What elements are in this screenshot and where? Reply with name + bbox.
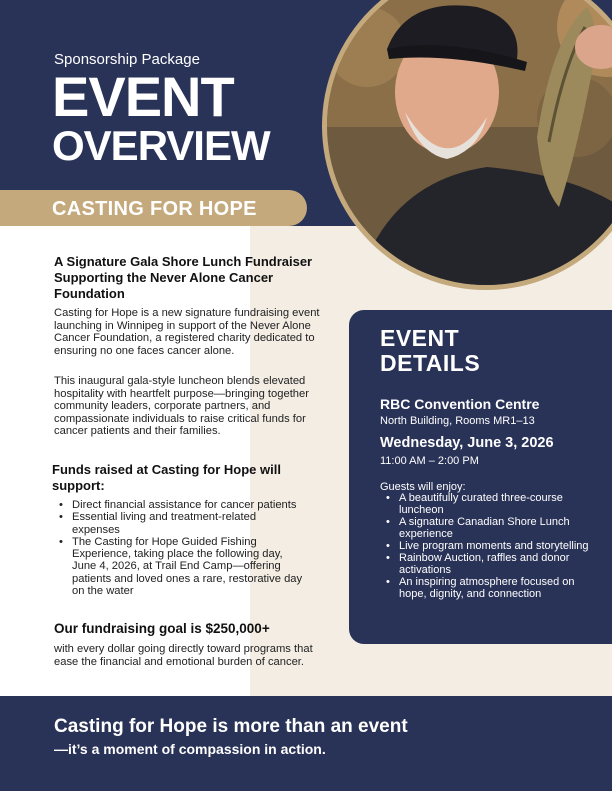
details-title-line-1: EVENT <box>380 325 460 351</box>
details-title <box>380 326 480 376</box>
page-title <box>52 65 270 170</box>
event-date: Wednesday, June 3, 2026 <box>380 435 554 451</box>
subtitle: Sponsorship Package <box>54 51 200 68</box>
footer-subline: —it’s a moment of compassion in action. <box>54 741 326 757</box>
goal-heading: Our fundraising goal is $250,000+ <box>54 621 270 636</box>
funds-list-item: • Essential living and treatment-related expenses <box>55 511 305 536</box>
venue-rooms: North Building, Rooms MR1–13 <box>380 415 535 427</box>
intro-paragraph-1: Casting for Hope is a new signature fundraising event launching in Winnipeg in support of the Never Alone Cancer Foundation, a registered charity dedicated to ensuring no one faces cancer alone. <box>54 307 320 357</box>
enjoy-intro: Guests will enjoy: <box>380 481 466 493</box>
enjoy-list <box>383 492 593 600</box>
enjoy-list-item: • Live program moments and storytelling <box>383 540 593 552</box>
title-line-2: OVERVIEW <box>52 122 270 170</box>
funds-heading: Funds raised at Casting for Hope will support: <box>52 462 281 493</box>
details-title-line-2: DETAILS <box>380 350 481 376</box>
footer-tagline: Casting for Hope is more than an event <box>54 716 408 737</box>
event-time: 11:00 AM – 2:00 PM <box>380 455 479 467</box>
intro-paragraph-2: This inaugural gala-style luncheon blends elevated hospitality with heartfelt purpose—bringing together community leaders, corporate partners, and compassionate individuals to raise critical funds for cancer patients and their families. <box>54 375 309 437</box>
enjoy-list-item: • A beautifully curated three-course luncheon <box>383 492 593 516</box>
event-name: CASTING FOR HOPE <box>52 198 257 220</box>
funds-list-item: • The Casting for Hope Guided Fishing Experience, taking place the following day, June 4, 2026, at Trail End Camp—offering patients and loved ones a rare, restorative day on the water <box>55 536 305 597</box>
enjoy-list-item: • Rainbow Auction, raffles and donor activations <box>383 552 593 576</box>
enjoy-list-item: • A signature Canadian Shore Lunch experience <box>383 516 593 540</box>
funds-list <box>55 499 305 597</box>
enjoy-list-item: • An inspiring atmosphere focused on hope, dignity, and connection <box>383 576 593 600</box>
goal-text: with every dollar going directly toward programs that ease the financial and emotional burden of cancer. <box>54 643 313 668</box>
venue-name: RBC Convention Centre <box>380 396 540 412</box>
intro-heading: A Signature Gala Shore Lunch Fundraiser Supporting the Never Alone Cancer Foundation <box>54 254 313 301</box>
title-line-1: EVENT <box>52 65 234 128</box>
funds-list-item: • Direct financial assistance for cancer patients <box>55 499 305 511</box>
